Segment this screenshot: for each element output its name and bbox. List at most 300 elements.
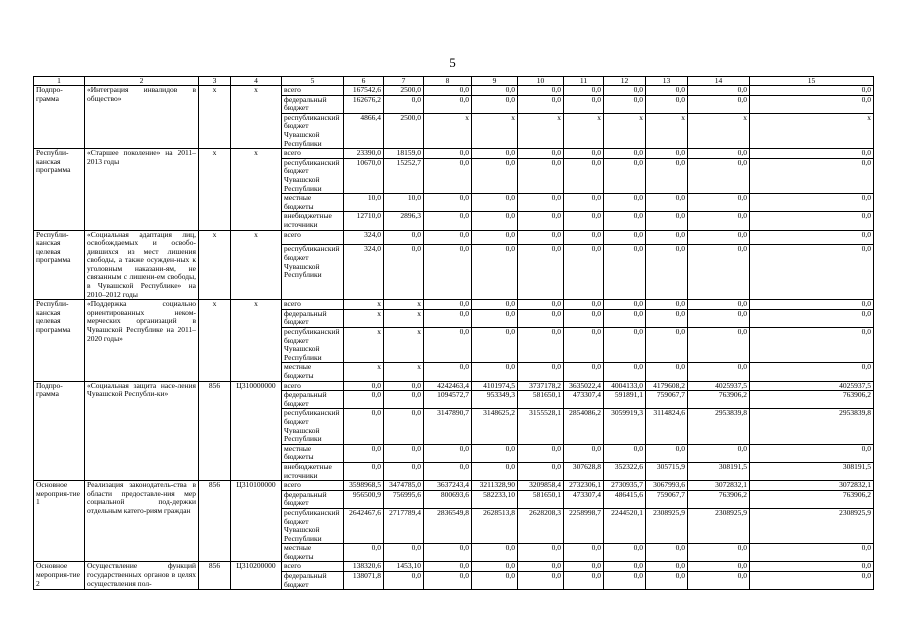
program-name-cell: Реализация законодатель-ства в области предоставле-ния мер социальной под-держки отдельным катего-риям граждан (85, 481, 199, 562)
amount-cell: 0,0 (604, 245, 646, 300)
amount-cell: 0,0 (344, 462, 384, 480)
amount-cell: 0,0 (750, 95, 874, 113)
amount-cell: 0,0 (688, 230, 750, 245)
grbs-cell: x (199, 149, 231, 230)
funding-source-cell: местные бюджеты (282, 194, 344, 212)
amount-cell: 0,0 (604, 212, 646, 230)
amount-cell: 0,0 (750, 309, 874, 327)
amount-cell: 0,0 (472, 328, 518, 363)
amount-cell: 2730935,7 (604, 481, 646, 491)
program-name-cell: «Интеграция инвалидов в общество» (85, 86, 199, 149)
amount-cell: 0,0 (564, 562, 604, 572)
target-code-cell: x (231, 230, 282, 300)
amount-cell: 3067993,6 (646, 481, 688, 491)
amount-cell: 0,0 (472, 562, 518, 572)
amount-cell: 0,0 (688, 194, 750, 212)
amount-cell: 0,0 (564, 245, 604, 300)
amount-cell: 759067,7 (646, 391, 688, 409)
amount-cell: 0,0 (750, 230, 874, 245)
amount-cell: 324,0 (344, 230, 384, 245)
amount-cell: 0,0 (688, 328, 750, 363)
amount-cell: 2953839,8 (688, 409, 750, 444)
amount-cell: 0,0 (424, 309, 472, 327)
amount-cell: 0,0 (750, 363, 874, 381)
amount-cell: 0,0 (344, 444, 384, 462)
funding-source-cell: всего (282, 481, 344, 491)
amount-cell: 0,0 (424, 194, 472, 212)
amount-cell: 3147890,7 (424, 409, 472, 444)
amount-cell: x (472, 113, 518, 148)
amount-cell: x (384, 300, 424, 310)
amount-cell: 0,0 (604, 309, 646, 327)
amount-cell: 0,0 (688, 95, 750, 113)
amount-cell: 763906,2 (750, 391, 874, 409)
amount-cell: 2628513,8 (472, 508, 518, 543)
amount-cell: 763906,2 (688, 391, 750, 409)
amount-cell: 0,0 (424, 149, 472, 159)
amount-cell: 3148625,2 (472, 409, 518, 444)
amount-cell: 0,0 (344, 409, 384, 444)
funding-source-cell: федеральный бюджет (282, 95, 344, 113)
amount-cell: 0,0 (564, 212, 604, 230)
status-cell: Основное мероприя-тие 1 (34, 481, 85, 562)
column-number: 10 (518, 77, 564, 86)
amount-cell: 0,0 (604, 328, 646, 363)
amount-cell: 23390,0 (344, 149, 384, 159)
amount-cell: 4242463,4 (424, 381, 472, 391)
amount-cell: 0,0 (472, 95, 518, 113)
amount-cell: x (604, 113, 646, 148)
amount-cell: 0,0 (518, 245, 564, 300)
amount-cell: 1453,10 (384, 562, 424, 572)
amount-cell: 2308925,9 (750, 508, 874, 543)
amount-cell: 0,0 (646, 300, 688, 310)
amount-cell: 0,0 (646, 562, 688, 572)
amount-cell: 763906,2 (688, 490, 750, 508)
amount-cell: 800693,6 (424, 490, 472, 508)
amount-cell: 0,0 (604, 149, 646, 159)
amount-cell: 3059919,3 (604, 409, 646, 444)
amount-cell: 0,0 (384, 544, 424, 562)
status-cell: Республи-канская программа (34, 149, 85, 230)
funding-source-cell: местные бюджеты (282, 544, 344, 562)
budget-table (33, 76, 874, 590)
amount-cell: 0,0 (688, 562, 750, 572)
amount-cell: x (344, 309, 384, 327)
amount-cell: 4004133,0 (604, 381, 646, 391)
amount-cell: 138071,8 (344, 572, 384, 590)
amount-cell: 0,0 (424, 363, 472, 381)
amount-cell: 1094572,7 (424, 391, 472, 409)
amount-cell: 2628208,3 (518, 508, 564, 543)
amount-cell: 0,0 (688, 158, 750, 193)
column-number: 2 (85, 77, 199, 86)
funding-source-cell: внебюджетные источники (282, 462, 344, 480)
amount-cell: 0,0 (604, 230, 646, 245)
amount-cell: 305715,9 (646, 462, 688, 480)
funding-source-cell: республиканский бюджет Чувашской Республики (282, 409, 344, 444)
amount-cell: 0,0 (472, 363, 518, 381)
amount-cell: 4025937,5 (688, 381, 750, 391)
amount-cell: 0,0 (750, 544, 874, 562)
amount-cell: 10670,0 (344, 158, 384, 193)
amount-cell: 953349,3 (472, 391, 518, 409)
amount-cell: 18159,0 (384, 149, 424, 159)
amount-cell: 0,0 (424, 95, 472, 113)
amount-cell: x (344, 300, 384, 310)
table-row (34, 562, 874, 572)
amount-cell: 0,0 (604, 194, 646, 212)
status-cell: Подпро-грамма (34, 86, 85, 149)
amount-cell: 0,0 (604, 544, 646, 562)
amount-cell: 2244520,1 (604, 508, 646, 543)
program-name-cell: Осуществление функций государственных органов в целях осуществления пол- (85, 562, 199, 590)
amount-cell: 591891,1 (604, 391, 646, 409)
amount-cell: 2500,0 (384, 113, 424, 148)
amount-cell: 2308925,9 (646, 508, 688, 543)
amount-cell: 2642467,6 (344, 508, 384, 543)
amount-cell: 3211328,90 (472, 481, 518, 491)
amount-cell: 0,0 (604, 562, 646, 572)
table-row (34, 300, 874, 310)
column-number: 12 (604, 77, 646, 86)
amount-cell: 0,0 (688, 544, 750, 562)
column-number: 15 (750, 77, 874, 86)
amount-cell: 0,0 (518, 572, 564, 590)
amount-cell: 0,0 (750, 158, 874, 193)
table-row (34, 230, 874, 245)
funding-source-cell: республиканский бюджет Чувашской Республики (282, 328, 344, 363)
amount-cell: 0,0 (604, 158, 646, 193)
amount-cell: 0,0 (384, 381, 424, 391)
amount-cell: 352322,6 (604, 462, 646, 480)
amount-cell: 0,0 (518, 328, 564, 363)
amount-cell: 0,0 (750, 572, 874, 590)
amount-cell: x (344, 363, 384, 381)
amount-cell: 0,0 (564, 158, 604, 193)
amount-cell: x (384, 309, 424, 327)
amount-cell: 0,0 (518, 149, 564, 159)
amount-cell: 0,0 (564, 544, 604, 562)
amount-cell: 0,0 (518, 194, 564, 212)
amount-cell: 0,0 (472, 544, 518, 562)
funding-source-cell: местные бюджеты (282, 363, 344, 381)
target-code-cell: x (231, 149, 282, 230)
amount-cell: 0,0 (750, 562, 874, 572)
funding-source-cell: республиканский бюджет Чувашской Республики (282, 113, 344, 148)
amount-cell: 0,0 (384, 391, 424, 409)
amount-cell: 3209858,4 (518, 481, 564, 491)
amount-cell: 0,0 (472, 300, 518, 310)
amount-cell: 0,0 (472, 462, 518, 480)
target-code-cell: x (231, 300, 282, 381)
grbs-cell: 856 (199, 381, 231, 481)
amount-cell: 0,0 (424, 245, 472, 300)
amount-cell: 0,0 (646, 309, 688, 327)
amount-cell: 0,0 (424, 462, 472, 480)
amount-cell: 0,0 (472, 309, 518, 327)
amount-cell: 0,0 (564, 363, 604, 381)
amount-cell: 308191,5 (688, 462, 750, 480)
table-row (34, 86, 874, 96)
amount-cell: 0,0 (604, 444, 646, 462)
amount-cell: 0,0 (750, 300, 874, 310)
amount-cell: 0,0 (564, 328, 604, 363)
amount-cell: 0,0 (384, 230, 424, 245)
amount-cell: 3737178,2 (518, 381, 564, 391)
amount-cell: 2854086,2 (564, 409, 604, 444)
amount-cell: 0,0 (472, 212, 518, 230)
amount-cell: 0,0 (646, 86, 688, 96)
amount-cell: 0,0 (646, 194, 688, 212)
amount-cell: 0,0 (472, 158, 518, 193)
amount-cell: 0,0 (384, 444, 424, 462)
amount-cell: x (518, 113, 564, 148)
amount-cell: x (344, 328, 384, 363)
amount-cell: 0,0 (688, 86, 750, 96)
amount-cell: 759067,7 (646, 490, 688, 508)
amount-cell: 0,0 (424, 328, 472, 363)
amount-cell: 0,0 (750, 194, 874, 212)
amount-cell: 4179608,2 (646, 381, 688, 391)
amount-cell: 0,0 (472, 444, 518, 462)
amount-cell: 0,0 (750, 328, 874, 363)
amount-cell: 0,0 (384, 462, 424, 480)
amount-cell: 0,0 (604, 300, 646, 310)
amount-cell: 0,0 (564, 95, 604, 113)
amount-cell: 756995,6 (384, 490, 424, 508)
amount-cell: 0,0 (472, 572, 518, 590)
grbs-cell: x (199, 86, 231, 149)
column-number: 6 (344, 77, 384, 86)
column-number: 5 (282, 77, 344, 86)
amount-cell: 0,0 (424, 300, 472, 310)
program-name-cell: «Социальная адаптация лиц, освобождаемых и освобо-дившихся из мест лишения свободы, а также осужден-ных к уголовным наказани-ям, не связанным с лишени-ем свободы, в Чувашской Республике» на 2010–2012 годы (85, 230, 199, 300)
table-row (34, 149, 874, 159)
amount-cell: 0,0 (384, 95, 424, 113)
page-number: 5 (449, 55, 456, 70)
amount-cell: x (750, 113, 874, 148)
status-cell: Основное мероприя-тие 2 (34, 562, 85, 590)
amount-cell: 486415,6 (604, 490, 646, 508)
amount-cell: 3598968,5 (344, 481, 384, 491)
amount-cell: 0,0 (424, 444, 472, 462)
funding-source-cell: республиканский бюджет Чувашской Республики (282, 245, 344, 300)
amount-cell: 581650,1 (518, 490, 564, 508)
amount-cell: 0,0 (518, 562, 564, 572)
amount-cell: 0,0 (750, 149, 874, 159)
amount-cell: 0,0 (564, 444, 604, 462)
column-number: 13 (646, 77, 688, 86)
amount-cell: x (384, 328, 424, 363)
amount-cell: 0,0 (424, 544, 472, 562)
amount-cell: 0,0 (344, 391, 384, 409)
amount-cell: 0,0 (518, 444, 564, 462)
amount-cell: 0,0 (688, 212, 750, 230)
amount-cell: 0,0 (344, 381, 384, 391)
status-cell: Республи-канская целевая программа (34, 300, 85, 381)
amount-cell: 0,0 (646, 158, 688, 193)
amount-cell: 3155528,1 (518, 409, 564, 444)
amount-cell: 0,0 (518, 462, 564, 480)
funding-source-cell: всего (282, 562, 344, 572)
table-row (34, 381, 874, 391)
target-code-cell: x (231, 86, 282, 149)
amount-cell: 3072832,1 (750, 481, 874, 491)
funding-source-cell: республиканский бюджет Чувашской Республики (282, 508, 344, 543)
amount-cell: 0,0 (384, 409, 424, 444)
amount-cell: 0,0 (646, 245, 688, 300)
amount-cell: x (384, 363, 424, 381)
amount-cell: 0,0 (472, 194, 518, 212)
funding-source-cell: всего (282, 86, 344, 96)
amount-cell: 0,0 (688, 149, 750, 159)
amount-cell: 308191,5 (750, 462, 874, 480)
amount-cell: 3637243,4 (424, 481, 472, 491)
amount-cell: 0,0 (564, 300, 604, 310)
amount-cell: 0,0 (750, 212, 874, 230)
grbs-cell: 856 (199, 481, 231, 562)
funding-source-cell: местные бюджеты (282, 444, 344, 462)
amount-cell: 0,0 (564, 194, 604, 212)
amount-cell: 0,0 (688, 309, 750, 327)
amount-cell: 167542,6 (344, 86, 384, 96)
funding-source-cell: республиканский бюджет Чувашской Республики (282, 158, 344, 193)
amount-cell: 0,0 (518, 158, 564, 193)
amount-cell: 0,0 (564, 149, 604, 159)
amount-cell: 0,0 (384, 245, 424, 300)
amount-cell: 15252,7 (384, 158, 424, 193)
amount-cell: 0,0 (604, 95, 646, 113)
funding-source-cell: внебюджетные источники (282, 212, 344, 230)
column-number: 7 (384, 77, 424, 86)
amount-cell: 0,0 (688, 363, 750, 381)
program-name-cell: «Поддержка социально ориентированных неком-мерческих организаций в Чувашской Республике на 2011–2020 годы» (85, 300, 199, 381)
amount-cell: 0,0 (472, 86, 518, 96)
funding-source-cell: всего (282, 381, 344, 391)
funding-source-cell: всего (282, 300, 344, 310)
amount-cell: 0,0 (424, 230, 472, 245)
column-number: 8 (424, 77, 472, 86)
amount-cell: x (646, 113, 688, 148)
amount-cell: 2836549,8 (424, 508, 472, 543)
amount-cell: x (424, 113, 472, 148)
amount-cell: 0,0 (646, 328, 688, 363)
amount-cell: 2953839,8 (750, 409, 874, 444)
amount-cell: 307628,8 (564, 462, 604, 480)
amount-cell: 0,0 (384, 572, 424, 590)
funding-source-cell: федеральный бюджет (282, 309, 344, 327)
amount-cell: 0,0 (750, 86, 874, 96)
amount-cell: 2896,3 (384, 212, 424, 230)
amount-cell: 0,0 (564, 309, 604, 327)
column-number: 1 (34, 77, 85, 86)
funding-source-cell: федеральный бюджет (282, 572, 344, 590)
amount-cell: 0,0 (750, 245, 874, 300)
amount-cell: 0,0 (472, 245, 518, 300)
amount-cell: 10,0 (344, 194, 384, 212)
column-number: 4 (231, 77, 282, 86)
amount-cell: 3072832,1 (688, 481, 750, 491)
grbs-cell: 856 (199, 562, 231, 590)
amount-cell: 12710,0 (344, 212, 384, 230)
amount-cell: 4866,4 (344, 113, 384, 148)
amount-cell: 0,0 (518, 212, 564, 230)
amount-cell: 0,0 (646, 572, 688, 590)
amount-cell: 0,0 (424, 212, 472, 230)
amount-cell: 4025937,5 (750, 381, 874, 391)
amount-cell: 0,0 (604, 572, 646, 590)
amount-cell: 0,0 (688, 444, 750, 462)
amount-cell: 0,0 (604, 363, 646, 381)
amount-cell: 2732306,1 (564, 481, 604, 491)
amount-cell: 0,0 (688, 300, 750, 310)
funding-source-cell: всего (282, 149, 344, 159)
column-number: 14 (688, 77, 750, 86)
table-row (34, 481, 874, 491)
amount-cell: 0,0 (646, 149, 688, 159)
amount-cell: 138320,6 (344, 562, 384, 572)
amount-cell: 0,0 (518, 95, 564, 113)
amount-cell: 0,0 (688, 572, 750, 590)
grbs-cell: x (199, 230, 231, 300)
amount-cell: 0,0 (646, 95, 688, 113)
amount-cell: 2308925,9 (688, 508, 750, 543)
amount-cell: 3114824,6 (646, 409, 688, 444)
amount-cell: 0,0 (518, 300, 564, 310)
amount-cell: 0,0 (646, 544, 688, 562)
amount-cell: 0,0 (750, 444, 874, 462)
amount-cell: 0,0 (646, 363, 688, 381)
amount-cell: 582233,10 (472, 490, 518, 508)
funding-source-cell: федеральный бюджет (282, 490, 344, 508)
amount-cell: 0,0 (518, 544, 564, 562)
funding-source-cell: федеральный бюджет (282, 391, 344, 409)
amount-cell: 0,0 (424, 562, 472, 572)
table-body (34, 77, 874, 590)
amount-cell: 0,0 (646, 230, 688, 245)
amount-cell: 581650,1 (518, 391, 564, 409)
amount-cell: 0,0 (424, 572, 472, 590)
funding-source-cell: всего (282, 230, 344, 245)
amount-cell: 0,0 (472, 149, 518, 159)
target-code-cell: Ц310000000 (231, 381, 282, 481)
amount-cell: 473307,4 (564, 490, 604, 508)
amount-cell: 4101974,5 (472, 381, 518, 391)
amount-cell: 0,0 (472, 230, 518, 245)
amount-cell: 0,0 (646, 444, 688, 462)
column-number: 3 (199, 77, 231, 86)
amount-cell: 2500,0 (384, 86, 424, 96)
amount-cell: 0,0 (518, 309, 564, 327)
amount-cell: x (564, 113, 604, 148)
amount-cell: 0,0 (518, 363, 564, 381)
amount-cell: 0,0 (564, 230, 604, 245)
amount-cell: 3635022,4 (564, 381, 604, 391)
amount-cell: 763906,2 (750, 490, 874, 508)
amount-cell: 0,0 (518, 86, 564, 96)
amount-cell: 162676,2 (344, 95, 384, 113)
amount-cell: 473307,4 (564, 391, 604, 409)
amount-cell: 0,0 (518, 230, 564, 245)
amount-cell: 0,0 (344, 544, 384, 562)
amount-cell: 2258998,7 (564, 508, 604, 543)
program-name-cell: «Социальная защита насе-ления Чувашской Республи-ки» (85, 381, 199, 481)
amount-cell: 3474785,0 (384, 481, 424, 491)
target-code-cell: Ц310200000 (231, 562, 282, 590)
amount-cell: x (688, 113, 750, 148)
amount-cell: 956500,9 (344, 490, 384, 508)
